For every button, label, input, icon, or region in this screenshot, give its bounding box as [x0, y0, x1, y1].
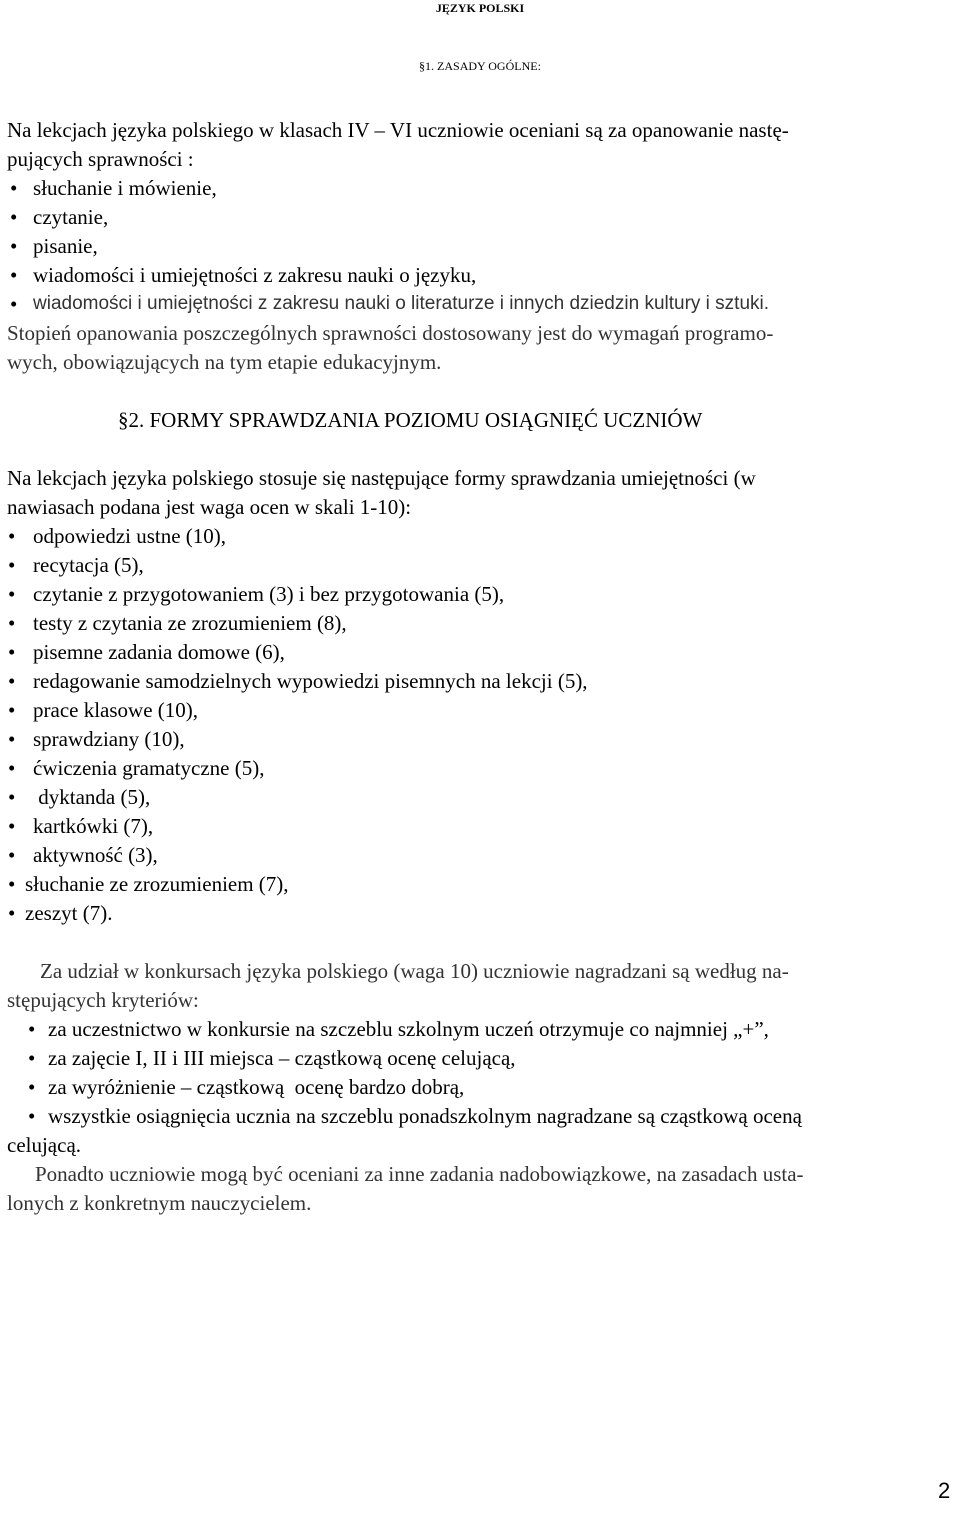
section-2-heading: §2. FORMY SPRAWDZANIA POZIOMU OSIĄGNIĘĆ UCZNIÓW — [118, 408, 703, 432]
section-1-intro-line-1: Na lekcjach języka polskiego w klasach IV – VI uczniowie oceniani są za opanowanie nastę- — [7, 118, 789, 142]
list-item: czytanie z przygotowaniem (3) i bez przygotowania (5), — [33, 582, 505, 606]
bullet-icon: • — [8, 756, 16, 780]
section-2-intro-line-1: Na lekcjach języka polskiego stosuje się następujące formy sprawdzania umiejętności (w — [7, 466, 756, 490]
list-item: czytanie, — [33, 205, 109, 229]
section-2-intro-line-2: nawiasach podana jest waga ocen w skali 1-10): — [7, 495, 412, 519]
section-1-heading: §1. ZASADY OGÓLNE: — [419, 59, 541, 73]
bullet-icon: • — [10, 176, 18, 200]
bullet-icon: • — [8, 814, 16, 838]
list-item: słuchanie i mówienie, — [33, 176, 217, 200]
list-item: pisanie, — [33, 234, 98, 258]
section-3-intro-line-1: Za udział w konkursach języka polskiego (waga 10) uczniowie nagradzani są według na- — [40, 959, 789, 983]
list-item: sprawdziany (10), — [33, 727, 185, 751]
page-number: 2 — [938, 1478, 951, 1503]
section-3-para-line-1: Ponadto uczniowie mogą być oceniani za inne zadania nadobowiązkowe, na zasadach usta- — [35, 1162, 804, 1186]
list-item: recytacja (5), — [33, 553, 144, 577]
list-item: za uczestnictwo w konkursie na szczeblu szkolnym uczeń otrzymuje co najmniej „+”, — [48, 1017, 769, 1041]
bullet-icon: • — [10, 234, 18, 258]
list-item: wiadomości i umiejętności z zakresu nauki o literaturze i innych dziedzin kultury i sztuki. — [33, 293, 770, 314]
bullet-icon: • — [8, 785, 16, 809]
list-item: ćwiczenia gramatyczne (5), — [33, 756, 265, 780]
bullet-icon: • — [8, 698, 16, 722]
bullet-icon: • — [8, 582, 16, 606]
bullet-icon: • — [8, 640, 16, 664]
section-1-para-line-2: wych, obowiązujących na tym etapie edukacyjnym. — [7, 350, 442, 374]
bullet-icon: • — [8, 843, 16, 867]
list-item: wszystkie osiągnięcia ucznia na szczeblu ponadszkolnym nagradzane są cząstkową oceną — [48, 1104, 802, 1128]
document-title: JĘZYK POLSKI — [435, 1, 525, 15]
list-item: pisemne zadania domowe (6), — [33, 640, 285, 664]
section-3-intro-line-2: stępujących kryteriów: — [7, 988, 199, 1012]
bullet-icon: • — [10, 205, 18, 229]
list-item: prace klasowe (10), — [33, 698, 199, 722]
list-item: testy z czytania ze zrozumieniem (8), — [33, 611, 347, 635]
bullet-icon: • — [28, 1046, 36, 1070]
bullet-icon: • — [8, 727, 16, 751]
list-item: kartkówki (7), — [33, 814, 154, 838]
section-1-intro-line-2: pujących sprawności : — [7, 147, 194, 171]
bullet-icon: • — [8, 669, 16, 693]
list-item: słuchanie ze zrozumieniem (7), — [25, 872, 289, 896]
list-item: zeszyt (7). — [25, 901, 113, 925]
bullet-icon: • — [10, 292, 18, 316]
list-item: wiadomości i umiejętności z zakresu nauki o języku, — [33, 263, 477, 287]
list-item: odpowiedzi ustne (10), — [33, 524, 227, 548]
list-item: za wyróżnienie – cząstkową ocenę bardzo dobrą, — [48, 1075, 465, 1099]
bullet-icon: • — [10, 263, 18, 287]
list-item-continuation: celującą. — [7, 1133, 82, 1157]
bullet-icon: • — [28, 1104, 36, 1128]
list-item: za zajęcie I, II i III miejsca – cząstkową ocenę celującą, — [48, 1046, 516, 1070]
list-item: aktywność (3), — [33, 843, 158, 867]
section-3-para-line-2: lonych z konkretnym nauczycielem. — [7, 1191, 312, 1215]
bullet-icon: • — [8, 901, 16, 925]
bullet-icon: • — [28, 1075, 36, 1099]
section-1-para-line-1: Stopień opanowania poszczególnych sprawności dostosowany jest do wymagań programo- — [7, 321, 774, 345]
bullet-icon: • — [8, 553, 16, 577]
bullet-icon: • — [8, 872, 16, 896]
list-item: dyktanda (5), — [33, 785, 151, 809]
bullet-icon: • — [8, 611, 16, 635]
bullet-icon: • — [28, 1017, 36, 1041]
list-item: redagowanie samodzielnych wypowiedzi pisemnych na lekcji (5), — [33, 669, 588, 693]
bullet-icon: • — [8, 524, 16, 548]
